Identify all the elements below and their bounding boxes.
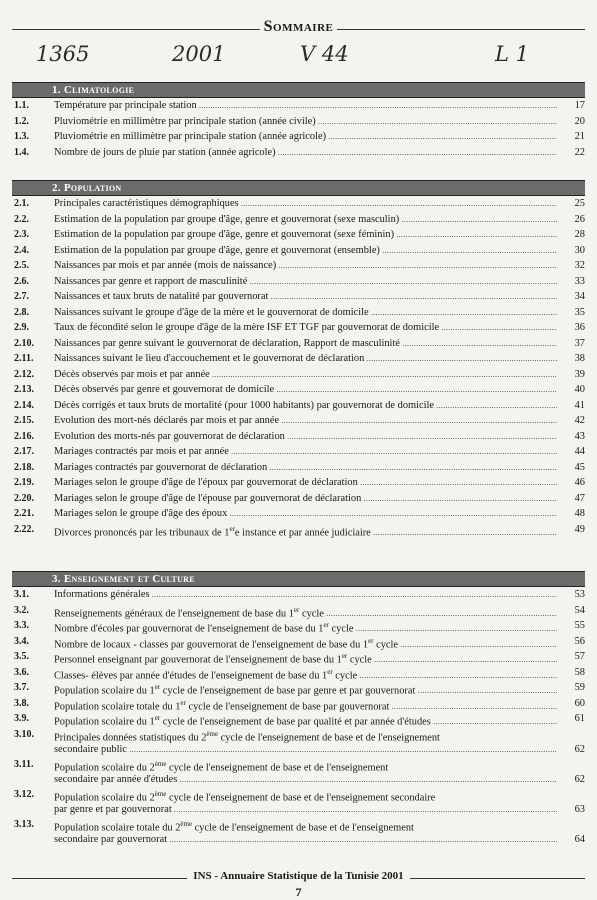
toc-entry-number: 3.4. xyxy=(14,635,29,647)
toc-entry-title: Nombre de locaux - classes par gouvernorat de l'enseignement de base du 1er cycle ..... xyxy=(54,634,557,653)
toc-entry-title: Principales données statistiques du 2ème cycle de l'enseignement de base et de l'enseignement xyxy=(54,729,440,743)
toc-entry-number: 2.11. xyxy=(14,353,34,364)
toc-entry-page: 21 xyxy=(574,131,585,142)
toc-entry-number: 3.6. xyxy=(14,666,29,678)
toc-entry-number: 3.9. xyxy=(14,713,29,724)
toc-entry-title-continued: par genre et par gouvernorat ..... xyxy=(54,802,557,817)
toc-entry-title: Naissances par genre suivant le gouvernorat de déclaration, Rapport de masculinité ..... xyxy=(54,336,557,352)
toc-entry-number: 2.16. xyxy=(14,430,34,442)
toc-entry-page: 49 xyxy=(574,523,585,535)
toc-entry-title: Décès corrigés et taux bruts de mortalité (pour 1000 habitants) par gouvernorat de domicile ..... xyxy=(54,398,557,414)
toc-entry-page: 60 xyxy=(574,697,585,709)
toc-entry-page: 55 xyxy=(574,620,585,631)
toc-entry-number: 2.7. xyxy=(14,291,29,302)
toc-entry[interactable] xyxy=(12,258,585,274)
toc-entry-number: 2.5. xyxy=(14,260,29,271)
toc-entry[interactable] xyxy=(12,289,585,305)
toc-entry-title: Naissances par mois et par année (mois de naissance) ..... xyxy=(54,258,557,274)
section-title: 3. Enseignement et Culture xyxy=(52,573,195,585)
toc-entry-page: 39 xyxy=(574,368,585,380)
footer-text xyxy=(0,870,597,882)
toc-entry-title: Informations générales ..... xyxy=(54,587,557,603)
toc-entry-number: 1.3. xyxy=(14,131,29,142)
section-title: 2. Population xyxy=(52,182,122,194)
toc-entry[interactable] xyxy=(12,227,585,243)
toc-entry-page: 42 xyxy=(574,415,585,426)
toc-entry-title: Pluviométrie en millimètre par principale station (année civile) ..... xyxy=(54,114,557,130)
toc-entry[interactable] xyxy=(12,696,585,712)
toc-entry[interactable] xyxy=(12,649,585,665)
toc-entry[interactable] xyxy=(12,114,585,130)
toc-entry[interactable] xyxy=(12,367,585,383)
toc-entry-title: Population scolaire totale du 2ème cycle de l'enseignement de base et de l'enseignement xyxy=(54,819,414,833)
toc-entry-number: 2.1. xyxy=(14,198,29,209)
toc-entry-number: 2.3. xyxy=(14,229,29,240)
toc-entry-title: Naissances et taux bruts de natalité par gouvernorat ..... xyxy=(54,289,557,305)
toc-entry-page: 26 xyxy=(574,213,585,225)
toc-entry[interactable] xyxy=(12,98,585,114)
toc-entry-title: Naissances par genre et rapport de masculinité ..... xyxy=(54,274,557,290)
toc-entry-number: 3.8. xyxy=(14,697,29,709)
toc-entry-page: 44 xyxy=(574,446,585,457)
toc-entry-title-continued: secondaire public ..... xyxy=(54,742,557,757)
toc-entry-number: 2.6. xyxy=(14,275,29,287)
section-enseignement xyxy=(12,571,585,847)
toc-entry-number: 2.22. xyxy=(14,523,34,535)
toc-entry-page: 64 xyxy=(574,833,585,845)
toc-entry[interactable] xyxy=(12,491,585,507)
toc-entry-page: 32 xyxy=(574,260,585,271)
toc-entry[interactable] xyxy=(12,757,585,787)
section-climatologie xyxy=(12,82,585,160)
toc-entry-number: 3.2. xyxy=(14,604,29,616)
toc-entry-page: 53 xyxy=(574,589,585,600)
handwritten-note: 2001 xyxy=(172,42,226,66)
toc-entry-page: 41 xyxy=(574,399,585,411)
toc-entry-number: 2.19. xyxy=(14,477,34,488)
toc-entry-number: 1.1. xyxy=(14,100,29,111)
toc-entry-page: 46 xyxy=(574,477,585,488)
toc-entry-title: Pluviométrie en millimètre par principale station (année agricole) ..... xyxy=(54,129,557,145)
toc-entry-title-continued: secondaire par année d'études ..... xyxy=(54,772,557,787)
toc-entry-page: 62 xyxy=(574,743,585,755)
toc-entry-number: 1.4. xyxy=(14,146,29,158)
toc-entry-title: Personnel enseignant par gouvernorat de l'enseignement de base du 1er cycle ..... xyxy=(54,649,557,668)
toc-entry[interactable] xyxy=(12,398,585,414)
toc-entry[interactable] xyxy=(12,212,585,228)
toc-entry-title: Population scolaire du 1er cycle de l'enseignement de base par qualité et par année d'études ..... xyxy=(54,711,557,730)
toc-entry-title: Mariages selon le groupe d'âge de l'époux par gouvernorat de déclaration ..... xyxy=(54,475,557,491)
toc-entry[interactable] xyxy=(12,618,585,634)
toc-entry-page: 61 xyxy=(574,713,585,724)
section-header xyxy=(12,82,585,98)
toc-entry[interactable] xyxy=(12,320,585,336)
toc-entry-title: Décès observés par genre et gouvernorat de domicile ..... xyxy=(54,382,557,398)
toc-entry-title: Température par principale station ..... xyxy=(54,98,557,114)
toc-entry-title: Population scolaire du 2ème cycle de l'enseignement de base et de l'enseignement xyxy=(54,759,389,773)
toc-entry-number: 2.13. xyxy=(14,384,34,395)
toc-entry-title: Naissances suivant le lieu d'accouchement et le gouvernorat de déclaration ..... xyxy=(54,351,557,367)
toc-entry-page: 28 xyxy=(574,229,585,240)
toc-entry-page: 62 xyxy=(574,773,585,785)
toc-entry-title: Taux de fécondité selon le groupe d'âge de la mère ISF ET TGF par gouvernorat de domicile ..... xyxy=(54,320,557,336)
toc-entry-number: 2.18. xyxy=(14,461,34,473)
toc-entry-number: 2.10. xyxy=(14,337,34,349)
toc-entry[interactable] xyxy=(12,634,585,650)
toc-entry-title-continued: secondaire par gouvernorat ..... xyxy=(54,832,557,847)
handwritten-note: V 44 xyxy=(300,42,349,66)
toc-entry[interactable] xyxy=(12,475,585,491)
handwritten-note: L 1 xyxy=(495,42,529,66)
toc-entry-number: 1.2. xyxy=(14,115,29,127)
toc-entry-page: 48 xyxy=(574,508,585,519)
toc-entry[interactable] xyxy=(12,274,585,290)
toc-entry-number: 3.13. xyxy=(14,818,34,830)
toc-entry[interactable] xyxy=(12,711,585,727)
toc-entry-page: 59 xyxy=(574,682,585,693)
toc-entry[interactable] xyxy=(12,336,585,352)
toc-entry[interactable] xyxy=(12,603,585,619)
toc-entry-title: Population scolaire du 2ème cycle de l'enseignement de base et de l'enseignement secondaire xyxy=(54,789,436,803)
toc-entry-title: Mariages selon le groupe d'âge de l'épouse par gouvernorat de déclaration ..... xyxy=(54,491,557,507)
toc-entry-page: 37 xyxy=(574,337,585,349)
handwritten-note: 1365 xyxy=(36,42,90,66)
toc-entry-page: 17 xyxy=(574,100,585,111)
toc-entry[interactable] xyxy=(12,305,585,321)
toc-entry-title: Renseignements généraux de l'enseignement de base du 1er cycle ..... xyxy=(54,603,557,622)
toc-entry-page: 22 xyxy=(574,146,585,158)
toc-entry-page: 57 xyxy=(574,651,585,662)
toc-entry-title: Evolution des mort-nés déclarés par mois et par année ..... xyxy=(54,413,557,429)
handwritten-annotations xyxy=(0,42,597,72)
toc-entry[interactable] xyxy=(12,129,585,145)
page-title xyxy=(0,18,597,36)
toc-entry[interactable] xyxy=(12,413,585,429)
toc-entry-page: 20 xyxy=(574,115,585,127)
toc-entry[interactable] xyxy=(12,680,585,696)
toc-entry-number: 2.14. xyxy=(14,399,34,411)
toc-entry-title: Mariages contractés par mois et par année ..... xyxy=(54,444,557,460)
toc-entry-title: Estimation de la population par groupe d'âge, genre et gouvernorat (sexe féminin) ..... xyxy=(54,227,557,243)
page-number: 7 xyxy=(295,885,302,899)
toc-entry-page: 34 xyxy=(574,291,585,302)
footer-label: INS - Annuaire Statistique de la Tunisie 2001 xyxy=(187,870,409,882)
toc-entry-page: 63 xyxy=(574,803,585,815)
toc-entry-title: Mariages contractés par gouvernorat de déclaration ..... xyxy=(54,460,557,476)
toc-entry-number: 2.21. xyxy=(14,508,34,519)
section-header xyxy=(12,180,585,196)
toc-entry-title: Décès observés par mois et par année ..... xyxy=(54,367,557,383)
toc-entry-number: 3.11. xyxy=(14,758,34,770)
toc-entry-number: 3.1. xyxy=(14,589,29,600)
toc-entry-number: 2.2. xyxy=(14,213,29,225)
toc-entry-number: 3.3. xyxy=(14,620,29,631)
toc-entry[interactable] xyxy=(12,243,585,259)
footer xyxy=(0,870,597,886)
toc-entry-title: Estimation de la population par groupe d'âge, genre et gouvernorat (sexe masculin) ..... xyxy=(54,212,557,228)
toc-entry-number: 2.15. xyxy=(14,415,34,426)
toc-entry-title: Divorces prononcés par les tribunaux de 1ere instance et par année judiciaire ..... xyxy=(54,522,557,541)
toc-entry-page: 43 xyxy=(574,430,585,442)
toc-entry[interactable] xyxy=(12,145,585,161)
toc-entry[interactable] xyxy=(12,460,585,476)
toc-entry[interactable] xyxy=(12,727,585,757)
toc-entry-title: Mariages selon le groupe d'âge des époux ..... xyxy=(54,506,557,522)
toc-entry[interactable] xyxy=(12,665,585,681)
toc-entry-page: 30 xyxy=(574,244,585,256)
toc-entry-title: Nombre de jours de pluie par station (année agricole) ..... xyxy=(54,145,557,161)
toc-entry-number: 3.5. xyxy=(14,651,29,662)
toc-entry-page: 40 xyxy=(574,384,585,395)
toc-entry[interactable] xyxy=(12,506,585,522)
toc-entry[interactable] xyxy=(12,444,585,460)
toc-entry-page: 25 xyxy=(574,198,585,209)
section-population xyxy=(12,180,585,537)
toc-entry-page: 36 xyxy=(574,322,585,333)
toc-entry-number: 3.10. xyxy=(14,728,34,740)
toc-entry-number: 2.12. xyxy=(14,368,34,380)
toc-entry-page: 33 xyxy=(574,275,585,287)
toc-entry-title: Classes- élèves par année d'études de l'enseignement de base du 1er cycle ..... xyxy=(54,665,557,684)
section-header xyxy=(12,571,585,587)
toc-entry[interactable] xyxy=(12,787,585,817)
toc-entry-page: 45 xyxy=(574,461,585,473)
toc-list xyxy=(12,98,585,160)
toc-entry-page: 35 xyxy=(574,306,585,318)
toc-entry-number: 2.17. xyxy=(14,446,34,457)
toc-entry-page: 56 xyxy=(574,635,585,647)
toc-entry[interactable] xyxy=(12,429,585,445)
toc-list xyxy=(12,587,585,847)
toc-entry-title: Naissances suivant le groupe d'âge de la mère et le gouvernorat de domicile ..... xyxy=(54,305,557,321)
toc-entry[interactable] xyxy=(12,522,585,538)
toc-entry[interactable] xyxy=(12,817,585,847)
toc-entry-page: 38 xyxy=(574,353,585,364)
toc-entry[interactable] xyxy=(12,382,585,398)
toc-entry[interactable] xyxy=(12,587,585,603)
toc-entry[interactable] xyxy=(12,196,585,212)
page-title-text: Sommaire xyxy=(260,18,338,35)
toc-entry-title: Population scolaire du 1er cycle de l'enseignement de base par genre et par gouvernorat ..... xyxy=(54,680,557,699)
toc-list xyxy=(12,196,585,537)
toc-entry-page: 47 xyxy=(574,492,585,504)
toc-entry-number: 2.4. xyxy=(14,244,29,256)
title-bar xyxy=(0,16,597,36)
toc-entry-page: 58 xyxy=(574,666,585,678)
toc-entry-page: 54 xyxy=(574,604,585,616)
toc-entry-title: Nombre d'écoles par gouvernorat de l'enseignement de base du 1er cycle ..... xyxy=(54,618,557,637)
toc-entry-number: 3.12. xyxy=(14,788,34,800)
toc-entry-number: 2.9. xyxy=(14,322,29,333)
section-title: 1. Climatologie xyxy=(52,84,135,96)
toc-entry-title: Principales caractéristiques démographiques ..... xyxy=(54,196,557,212)
toc-entry[interactable] xyxy=(12,351,585,367)
toc-entry-number: 2.20. xyxy=(14,492,34,504)
toc-entry-number: 3.7. xyxy=(14,682,29,693)
toc-entry-title: Population scolaire totale du 1er cycle de l'enseignement de base par gouvernorat ..... xyxy=(54,696,557,715)
toc-entry-title: Estimation de la population par groupe d'âge, genre et gouvernorat (ensemble) ..... xyxy=(54,243,557,259)
toc-entry-title: Evolution des morts-nés par gouvernorat de déclaration ..... xyxy=(54,429,557,445)
toc-entry-number: 2.8. xyxy=(14,306,29,318)
